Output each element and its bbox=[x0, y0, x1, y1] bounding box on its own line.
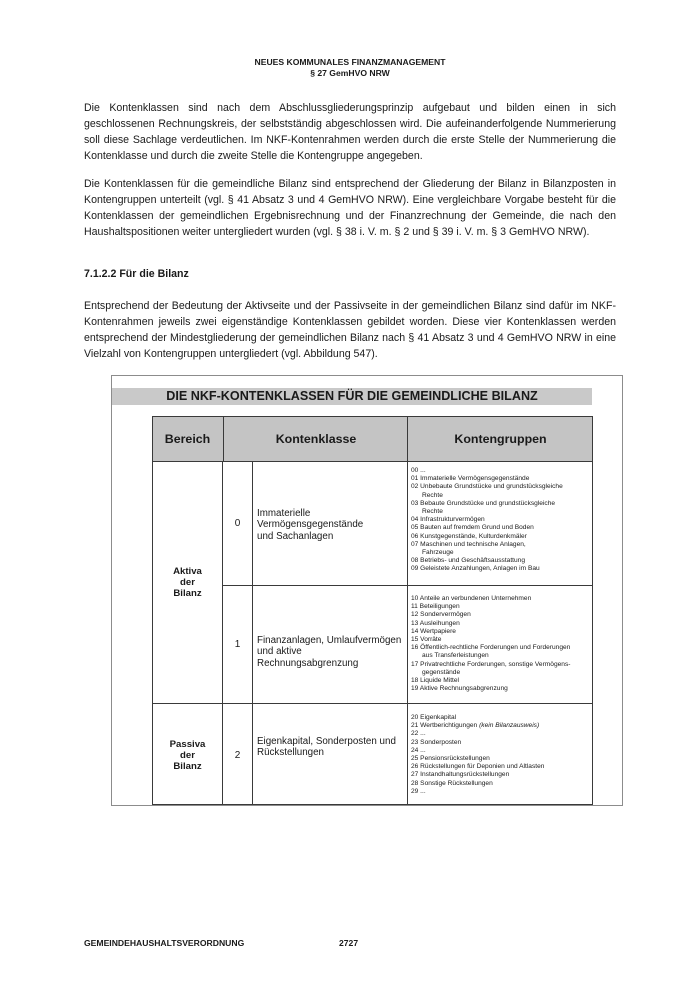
list-item: 08 Betriebs- und Geschäftsausstattung bbox=[411, 557, 525, 565]
list-item: 20 Eigenkapital bbox=[411, 714, 457, 721]
column-header-kontengruppen: Kontengruppen bbox=[407, 417, 593, 461]
list-item: 12 Sondervermögen bbox=[411, 611, 471, 619]
list-item: aus Transferleistungen bbox=[422, 652, 489, 660]
list-item: 23 Sonderposten bbox=[411, 738, 462, 746]
bereich-passiva-line2: der bbox=[180, 750, 195, 761]
bereich-passiva-line3: Bilanz bbox=[173, 761, 202, 772]
figure-kontenklassen bbox=[111, 375, 623, 806]
list-item: 13 Ausleihungen bbox=[411, 619, 460, 627]
figure-title: DIE NKF-KONTENKLASSEN FÜR DIE GEMEINDLICHE BILANZ bbox=[112, 388, 592, 405]
class-number: 2 bbox=[234, 750, 241, 761]
class-name-line: Immaterielle bbox=[257, 508, 311, 519]
list-item: 00 ... bbox=[411, 467, 426, 474]
bereich-aktiva-line3: Bilanz bbox=[173, 588, 202, 599]
class-number: 0 bbox=[234, 518, 241, 529]
header-title: NEUES KOMMUNALES FINANZMANAGEMENT bbox=[254, 57, 446, 67]
list-item: 07 Maschinen und technische Anlagen, bbox=[411, 540, 526, 548]
class-name-line: und Sachanlagen bbox=[257, 530, 334, 542]
class-name-line: Finanzanlagen, Umlaufvermögen bbox=[257, 635, 402, 646]
list-item: 22 ... bbox=[411, 730, 426, 738]
list-item: 28 Sonstige Rückstellungen bbox=[411, 779, 493, 787]
list-item: 14 Wertpapiere bbox=[411, 627, 456, 635]
column-header-bereich: Bereich bbox=[164, 432, 211, 446]
list-item: 26 Rückstellungen für Deponien und Altlasten bbox=[411, 763, 545, 771]
table-header-row bbox=[153, 417, 592, 462]
class-name-line: und aktive Rechnungsabgrenzung bbox=[257, 646, 359, 669]
group-list bbox=[411, 467, 589, 574]
footer-title: GEMEINDEHAUSHALTSVERORDNUNG bbox=[84, 938, 245, 948]
list-item: 25 Pensionsrückstellungen bbox=[411, 755, 490, 763]
bereich-aktiva-line1: Aktiva bbox=[173, 566, 202, 577]
list-item: Fahrzeuge bbox=[422, 549, 454, 557]
list-item: 10 Anteile an verbundenen Unternehmen bbox=[411, 595, 532, 602]
group-list bbox=[411, 595, 589, 693]
list-item: 24 ... bbox=[411, 746, 426, 754]
grid-line bbox=[153, 703, 592, 704]
kontenklassen-table bbox=[152, 416, 593, 805]
class-name-line: Rückstellungen bbox=[257, 747, 324, 759]
list-item: 11 Beteiligungen bbox=[411, 603, 460, 611]
column-header-kontenklasse: Kontenklasse bbox=[223, 417, 408, 461]
class-number: 1 bbox=[234, 639, 241, 650]
group-note: (kein Bilanzausweis) bbox=[479, 722, 540, 730]
bereich-aktiva bbox=[153, 566, 222, 599]
list-item: Rechte bbox=[422, 508, 443, 516]
list-item: 03 Bebaute Grundstücke und grundstücksgleiche bbox=[411, 499, 556, 507]
grid-line bbox=[252, 461, 253, 804]
list-item: 09 Geleistete Anzahlungen, Anlagen im Bau bbox=[411, 565, 540, 573]
list-item: gegenstände bbox=[422, 668, 461, 676]
grid-line bbox=[407, 461, 408, 804]
list-item: 16 Öffentlich-rechtliche Forderungen und Forderungen bbox=[411, 644, 571, 652]
list-item: 18 Liquide Mittel bbox=[411, 677, 460, 685]
class-name bbox=[257, 508, 405, 542]
class-name bbox=[257, 736, 405, 759]
list-item bbox=[411, 722, 589, 730]
class-name-line: Vermögensgegenstände bbox=[257, 519, 364, 531]
paragraph-2: Die Kontenklassen für die gemeindliche Bilanz sind entsprechend der Gliederung der Bilanz in Bilanzposten in Kontengruppen unterteilt (vgl. § 41 Absatz 3 und 4 GemHVO NRW). Eine vergleichbare Vorgabe besteht für die Kontenklassen der gemeindlichen Ergebnisrechnung und der Finanzrechnung der Gemeinde, die nach den Haushaltspositionen weiter untergliedert wurden (vgl. § 38 i. V. m. § 2 und § 39 i. V. m. § 3 GemHVO NRW). bbox=[84, 178, 616, 238]
class-name bbox=[257, 635, 405, 669]
header-subtitle: § 27 GemHVO NRW bbox=[310, 68, 390, 78]
paragraph-1: Die Kontenklassen sind nach dem Abschlussgliederungsprinzip aufgebaut und bilden einen in sich geschlossenen Rechnungskreis, der selbstständig abgeschlossen wird. Die aufeinanderfolgende Nummerierung soll diese Sachlage verdeutlichen. Im NKF-Kontenrahmen werden durch die erste Stelle der Nummerierung die Kontenklasse und durch die zweite Stelle die Kontengruppe angegeben. bbox=[84, 102, 616, 162]
class-name-line: Eigenkapital, Sonderposten und bbox=[257, 736, 396, 747]
bereich-passiva bbox=[153, 739, 222, 772]
paragraph-3: Entsprechend der Bedeutung der Aktivseite und der Passivseite in der gemeindlichen Bilanz sind dafür im NKF-Kontenrahmen jeweils zwei eigenständige Kontenklassen gebildet worden. Diese vier Kontenklassen werden entsprechend der Mindestgliederung der gemeindlichen Bilanz nach § 41 Absatz 3 und 4 GemHVO NRW in eine Vielzahl von Kontengruppen untergliedert (vgl. Abbildung 547). bbox=[84, 300, 616, 360]
list-item: 19 Aktive Rechnungsabgrenzung bbox=[411, 685, 508, 693]
list-item: 29 ... bbox=[411, 787, 426, 795]
bereich-passiva-line1: Passiva bbox=[169, 739, 206, 750]
list-item: 17 Privatrechtliche Forderungen, sonstige Vermögens- bbox=[411, 660, 571, 668]
list-item: 06 Kunstgegenstände, Kulturdenkmäler bbox=[411, 532, 527, 540]
list-item: 27 Instandhaltungsrückstellungen bbox=[411, 771, 510, 779]
grid-line bbox=[222, 585, 592, 586]
list-item: 02 Unbebaute Grundstücke und grundstücksgleiche bbox=[411, 483, 563, 491]
list-item: 04 Infrastrukturvermögen bbox=[411, 516, 485, 524]
group-label: 21 Wertberichtigungen bbox=[411, 722, 478, 730]
list-item: Rechte bbox=[422, 491, 443, 499]
bereich-aktiva-line2: der bbox=[180, 577, 195, 588]
list-item: 01 Immaterielle Vermögensgegenstände bbox=[411, 475, 530, 483]
page-header bbox=[0, 57, 700, 79]
list-item: 15 Vorräte bbox=[411, 636, 442, 644]
list-item: 05 Bauten auf fremdem Grund und Boden bbox=[411, 524, 534, 532]
section-heading: 7.1.2.2 Für die Bilanz bbox=[84, 268, 189, 280]
page-number: 2727 bbox=[339, 938, 359, 948]
group-list bbox=[411, 714, 589, 796]
